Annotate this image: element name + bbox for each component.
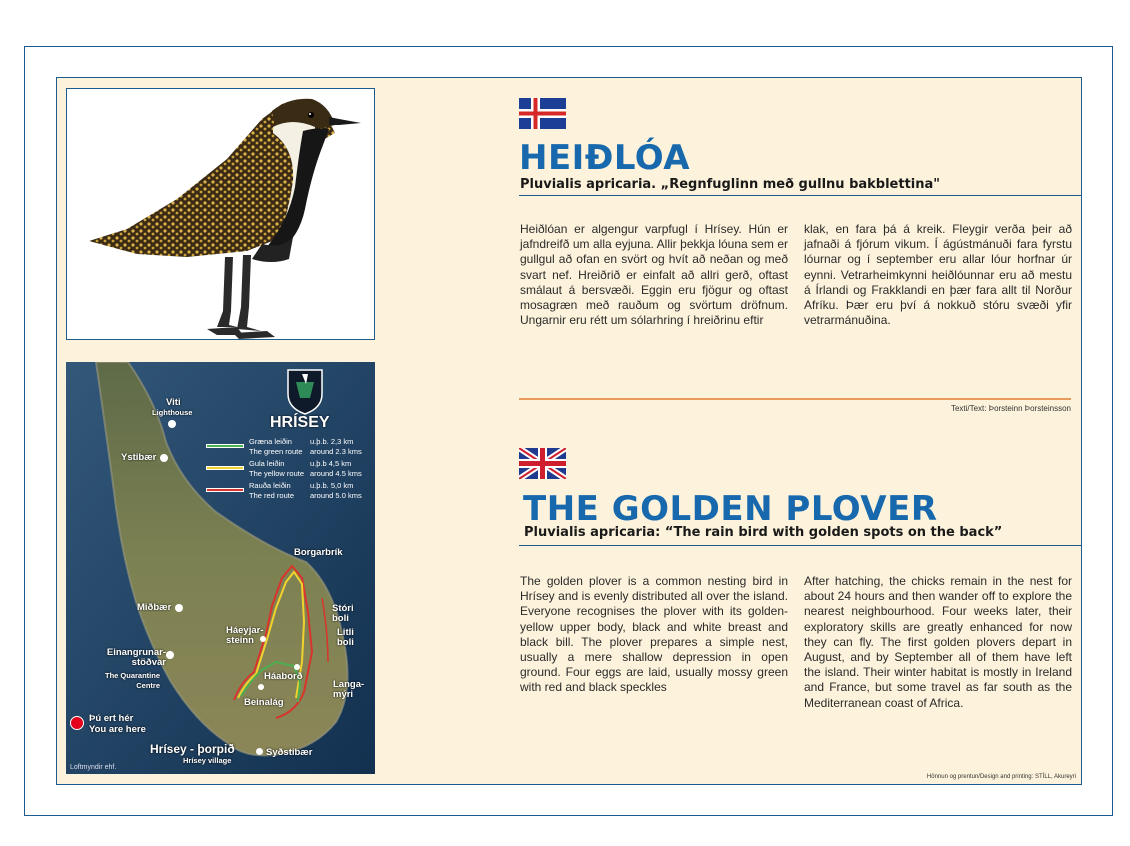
legend-yellow-dist-en: around 4.5 kms xyxy=(310,469,362,478)
dot-ystibaer xyxy=(160,454,168,462)
design-credit: Hönnun og prentun/Design and printing: STÍLL, Akureyri xyxy=(926,774,1076,780)
dot-haabord xyxy=(294,664,300,670)
legend-green-line xyxy=(206,444,244,448)
dot-haeyjarsteinn xyxy=(260,636,266,642)
icelandic-title-rule xyxy=(519,195,1082,196)
place-viti: Viti xyxy=(166,397,181,408)
section-divider xyxy=(519,398,1071,400)
legend-red-line xyxy=(206,488,244,492)
legend-red-name-en: The red route xyxy=(249,491,295,500)
icelandic-title: HEIÐLÓA xyxy=(519,138,691,178)
legend-green-dist-en: around 2.3 kms xyxy=(310,447,362,456)
you-are-here-marker xyxy=(70,716,84,730)
place-sydstibaer: Syðstibær xyxy=(266,747,313,758)
place-ystibaer: Ystibær xyxy=(121,452,157,463)
place-beinalag: Beinalág xyxy=(244,697,284,708)
place-midbaer: Miðbær xyxy=(137,602,172,613)
place-litli-boli: Litli boli xyxy=(337,627,354,648)
icelandic-text-column-2: klak, en fara þá á kreik. Fleygir verða þeir að jafnaði á fjórum vikum. Í ágústmánuði fara fyrstu lóurnar og í september eru allar lóur horfnar úr eynni. Vetrarheimkynni heiðlóunnar eru að mestu á Írlandi og Frakklandi en þær fara allt til Norður Afríku. Þær eru því á nokkuð stóru svæði yfir vetrarmánuðina. xyxy=(804,222,1072,328)
place-langamyri: Langa- mýri xyxy=(333,679,365,700)
map-brand: HRÍSEY xyxy=(270,414,330,431)
dot-sydstibaer xyxy=(256,748,263,755)
dot-lighthouse xyxy=(168,420,176,428)
place-village: Hrísey - þorpið xyxy=(150,742,235,756)
place-einangrun: Einangrunar- stöðvar xyxy=(106,647,166,668)
uk-flag-icon xyxy=(519,448,566,479)
english-subtitle: Pluvialis apricaria: “The rain bird with golden spots on the back” xyxy=(524,525,1003,540)
dot-einangrun xyxy=(166,651,174,659)
legend-red-dist-en: around 5.0 kms xyxy=(310,491,362,500)
legend-yellow-name-en: The yellow route xyxy=(249,469,305,478)
legend-green-name-en: The green route xyxy=(249,447,303,456)
golden-plover-illustration xyxy=(67,89,375,340)
legend-green-dist-is: u.þ.b. 2,3 km xyxy=(310,437,354,446)
bird-illustration-frame xyxy=(66,88,375,340)
english-text-column-2: After hatching, the chicks remain in the nest for about 24 hours and then wander off to explore the nearest neighbourhood. Four weeks later, their exploratory skills are greatly enhanced for now they can fly. The first golden plovers depart in August, and by September all of them have left the island. Their winter habitat is mostly in Ireland and France, but some travel as far south as the Mediterranean coast of Africa. xyxy=(804,574,1072,710)
dot-midbaer xyxy=(175,604,183,612)
you-are-here-en: You are here xyxy=(89,724,146,735)
legend-red-dist-is: u.þ.b. 5,0 km xyxy=(310,481,354,490)
map-photo-credit: Loftmyndir ehf. xyxy=(70,764,117,771)
hrisey-map xyxy=(66,362,375,774)
icelandic-subtitle: Pluvialis apricaria. „Regnfuglinn með gullnu bakblettina" xyxy=(520,177,941,192)
english-title-rule xyxy=(519,545,1082,546)
english-title: THE GOLDEN PLOVER xyxy=(523,489,938,529)
place-quarantine: The Quarantine Centre xyxy=(104,671,160,690)
legend-yellow-dist-is: u.þ.b 4,5 km xyxy=(310,459,352,468)
you-are-here-is: Þú ert hér xyxy=(89,713,134,724)
place-borgarbrik: Borgarbrík xyxy=(294,547,343,558)
legend-green-name-is: Græna leiðin xyxy=(249,437,292,446)
dot-beinalag xyxy=(258,684,264,690)
place-lighthouse: Lighthouse xyxy=(152,408,193,417)
place-haeyjarsteinn: Háeyjar- steinn xyxy=(226,625,264,646)
icelandic-text-column-1: Heiðlóan er algengur varpfugl í Hrísey. Hún er jafndreifð um alla eyjuna. Allir þekkja lóuna sem er gullgul að ofan en svört og hvít að neðan og með svart nef. Hreiðrið er einfalt að allri gerð, oftast smálaut á bersvæði. Eggin eru fjögur og oftast mosagræn með rauðum og svörtum dröfnum. Ungarnir eru rétt um sólarhring í hreiðrinu eftir xyxy=(520,222,788,328)
english-text-column-1: The golden plover is a common nesting bird in Hrísey and is evenly distributed all over the island. Everyone recognises the plover with its golden-yellow upper body, black and white breast and black bill. The plover prepares a simple nest, usually a mere shallow depression in open ground. Four eggs are laid, usually mossy green with red and black speckles xyxy=(520,574,788,695)
place-haabord: Háaborð xyxy=(264,671,303,682)
legend-yellow-line xyxy=(206,466,244,470)
legend-yellow-name-is: Gula leiðin xyxy=(249,459,285,468)
text-credit: Texti/Text: Þorsteinn Þorsteinsson xyxy=(950,404,1071,413)
legend-red-name-is: Rauða leiðin xyxy=(249,481,291,490)
place-stori-boli: Stóri boli xyxy=(332,603,354,624)
iceland-flag-icon xyxy=(519,98,566,129)
place-village-en: Hrísey village xyxy=(183,756,232,765)
